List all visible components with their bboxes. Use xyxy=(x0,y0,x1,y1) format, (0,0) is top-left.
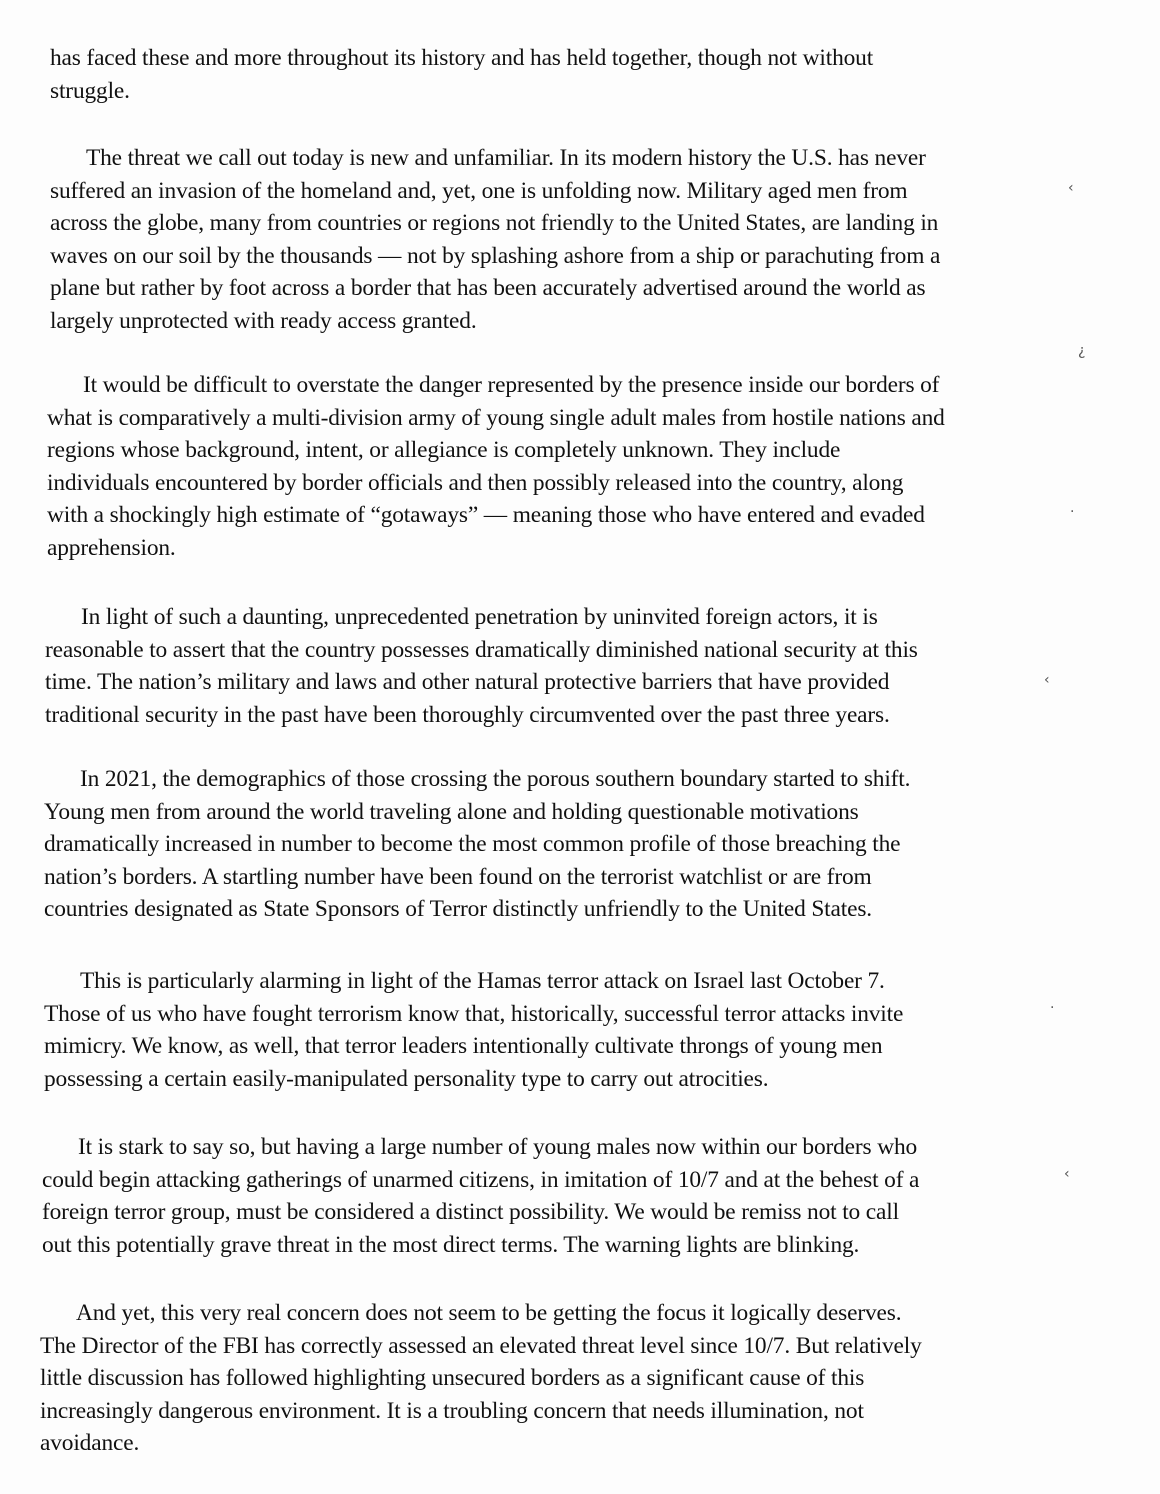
text-line: And yet, this very real concern does not seem to be getting the focus it logically deserves. xyxy=(76,1300,902,1326)
paragraph xyxy=(44,965,1084,1095)
text-line: nation’s borders. A startling number have been found on the terrorist watchlist or are from xyxy=(44,863,872,890)
text-line: time. The nation’s military and laws and other natural protective barriers that have provided xyxy=(45,669,890,695)
text-line: plane but rather by foot across a border that has been accurately advertised around the world as xyxy=(50,275,926,301)
text-line: struggle. xyxy=(50,77,130,104)
margin-speck: ¿ xyxy=(1078,343,1086,359)
margin-speck: ‹ xyxy=(1068,180,1074,196)
margin-speck: ‹ xyxy=(1044,672,1050,688)
text-line: what is comparatively a multi-division army of young single adult males from hostile nations and xyxy=(47,404,945,431)
text-line: waves on our soil by the thousands — not by splashing ashore from a ship or parachuting from a xyxy=(50,242,941,269)
text-line: little discussion has followed highlighting unsecured borders as a significant cause of this xyxy=(40,1365,865,1391)
margin-speck: · xyxy=(1070,504,1075,520)
text-line: has faced these and more throughout its history and has held together, though not without xyxy=(50,45,874,71)
text-line: suffered an invasion of the homeland and, yet, one is unfolding now. Military aged men from xyxy=(50,177,908,204)
paragraph xyxy=(44,763,1084,926)
text-line: out this potentially grave threat in the most direct terms. The warning lights are blinking. xyxy=(42,1231,860,1258)
paragraph xyxy=(50,142,1090,337)
text-line: foreign terror group, must be considered a distinct possibility. We would be remiss not to call xyxy=(42,1199,899,1225)
text-line: across the globe, many from countries or regions not friendly to the United States, are landing in xyxy=(50,210,939,236)
text-line: In light of such a daunting, unprecedented penetration by uninvited foreign actors, it is xyxy=(81,604,878,630)
text-line: countries designated as State Sponsors of Terror distinctly unfriendly to the United States. xyxy=(44,896,872,922)
text-line: dramatically increased in number to become the most common profile of those breaching the xyxy=(44,831,901,857)
paragraph xyxy=(50,42,1090,107)
text-line: The threat we call out today is new and unfamiliar. In its modern history the U.S. has never xyxy=(86,145,926,171)
paragraph xyxy=(40,1297,1080,1460)
text-line: individuals encountered by border officials and then possibly released into the country, along xyxy=(47,469,904,496)
paragraph xyxy=(45,601,1085,731)
paragraph xyxy=(47,369,1087,564)
text-line: mimicry. We know, as well, that terror leaders intentionally cultivate throngs of young men xyxy=(44,1033,883,1059)
text-line: avoidance. xyxy=(40,1430,140,1456)
text-line: apprehension. xyxy=(47,534,176,561)
text-line: with a shockingly high estimate of “gotaways” — meaning those who have entered and evaded xyxy=(47,502,925,528)
text-line: largely unprotected with ready access granted. xyxy=(50,307,477,334)
text-line: It is stark to say so, but having a large number of young males now within our borders who xyxy=(78,1134,918,1160)
text-line: Those of us who have fought terrorism know that, historically, successful terror attacks invite xyxy=(44,1000,904,1027)
text-line: This is particularly alarming in light of the Hamas terror attack on Israel last October 7. xyxy=(80,968,885,994)
text-line: It would be difficult to overstate the danger represented by the presence inside our borders of xyxy=(83,372,940,398)
text-line: possessing a certain easily-manipulated personality type to carry out atrocities. xyxy=(44,1065,769,1092)
text-line: Young men from around the world traveling alone and holding questionable motivations xyxy=(44,798,859,825)
margin-speck: · xyxy=(1050,1000,1055,1016)
text-line: reasonable to assert that the country possesses dramatically diminished national security at this xyxy=(45,636,918,663)
text-line: regions whose background, intent, or allegiance is completely unknown. They include xyxy=(47,437,841,463)
text-line: In 2021, the demographics of those crossing the porous southern boundary started to shift. xyxy=(80,766,911,792)
text-line: The Director of the FBI has correctly assessed an elevated threat level since 10/7. But relatively xyxy=(40,1332,922,1359)
text-line: increasingly dangerous environment. It is a troubling concern that needs illumination, not xyxy=(40,1397,864,1424)
text-line: traditional security in the past have been thoroughly circumvented over the past three years. xyxy=(45,701,890,728)
text-line: could begin attacking gatherings of unarmed citizens, in imitation of 10/7 and at the behest of a xyxy=(42,1166,920,1193)
paragraph xyxy=(42,1131,1082,1261)
margin-speck: ‹ xyxy=(1064,1166,1070,1182)
